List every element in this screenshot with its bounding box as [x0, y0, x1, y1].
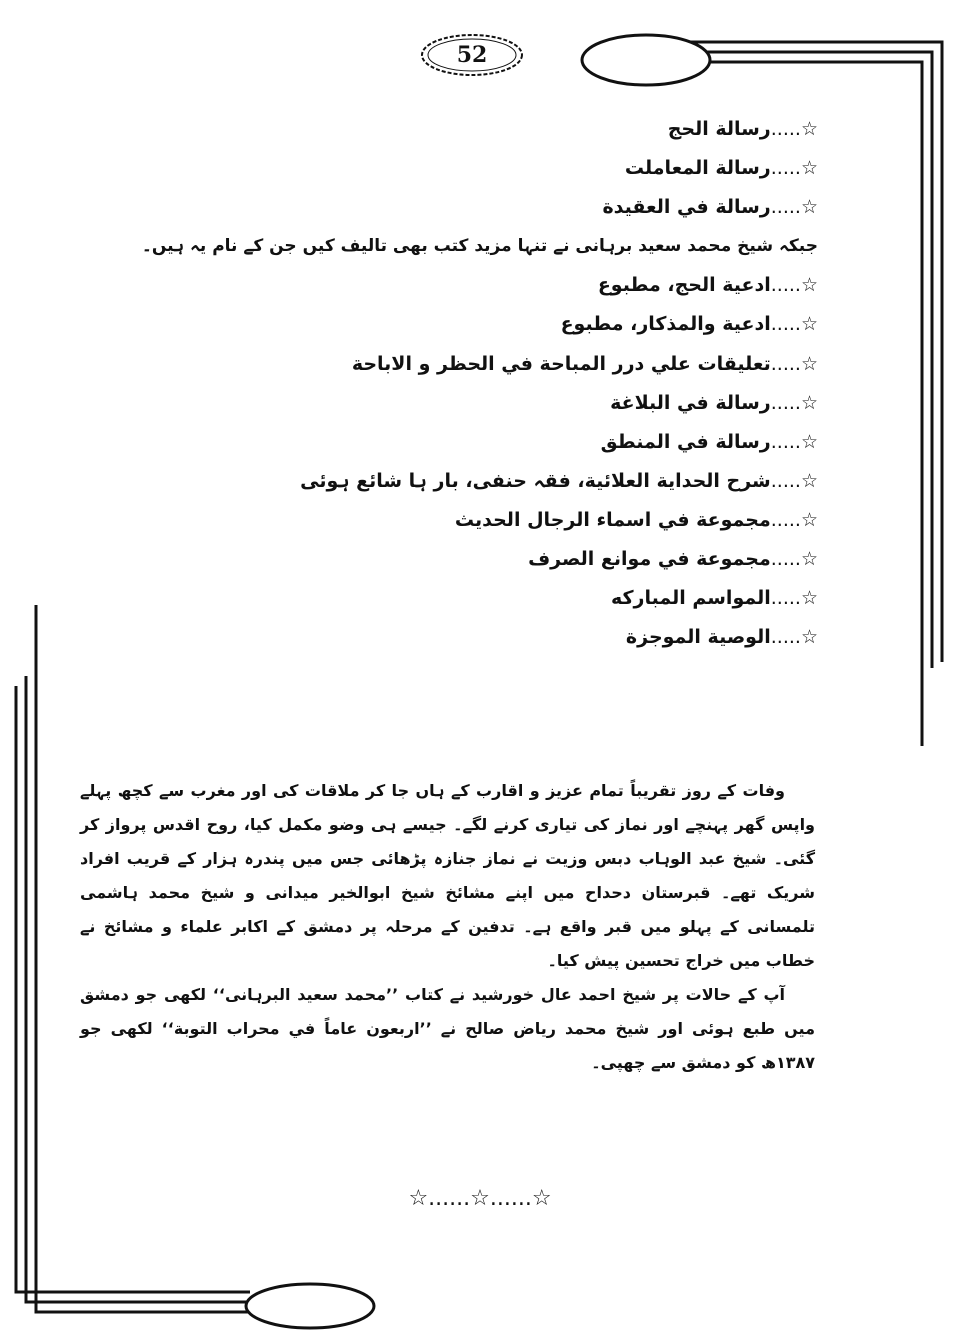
top-right-oval — [582, 35, 710, 85]
star-icon: ☆ — [800, 587, 818, 610]
list-item: ☆.....المواسم المباركه — [610, 587, 818, 610]
paragraph-death: وفات کے روز تقریباً تمام عزیز و اقارب کے ہاں جا کر ملاقات کی اور مغرب سے کچھ پہلے واپس گھر پہنچے اور نماز کی تیاری کرنے لگے۔ جیسے ہی وضو مکمل کیا، روح اقدس پرواز کر گئی۔ شیخ عبد الوہاب دبس وزیت نے نماز جنازہ پڑھائی جس میں پندرہ ہزار کے قریب افراد شریک تھے۔ قبرستان دحداح میں اپنے مشائخ شیخ ابوالخیر میدانی و شیخ محمد ہاشمی تلمسانی کے پہلو میں قبر واقع ہے۔ تدفین کے مرحلہ پر دمشق کے اکابر علماء و مشائخ نے خطاب میں خراج تحسین پیش کیا۔ — [80, 781, 815, 970]
list-item: ☆.....شرح الحداية العلائية، فقہ حنفی، بار ہا شائع ہوئی — [300, 469, 818, 492]
list-item: ☆.....الوصية الموجزة — [625, 626, 818, 649]
star-icon: ☆ — [800, 352, 818, 375]
star-icon: ☆ — [800, 274, 818, 297]
star-icon: ☆ — [800, 196, 818, 219]
star-icon: ☆ — [800, 313, 818, 336]
star-icon: ☆ — [800, 157, 818, 180]
bottom-left-oval — [246, 1284, 374, 1328]
star-icon: ☆ — [800, 626, 818, 649]
list-item: ☆.....مجموعة في اسماء الرجال الحديث — [454, 508, 818, 531]
list-note: جبکہ شیخ محمد سعید برہانی نے تنہا مزید کتب بھی تالیف کیں جن کے نام یہ ہیں۔ — [141, 236, 818, 257]
list-item: ☆.....رسالة في العقيدة — [602, 196, 818, 219]
list-item: ☆.....رسالة في المنطق — [600, 430, 818, 453]
star-icon: ☆ — [800, 118, 818, 140]
body-text — [80, 774, 815, 1080]
list-item: ☆.....رسالة في البلاغة — [610, 391, 818, 414]
star-icon: ☆ — [800, 508, 818, 531]
book-list — [128, 110, 818, 657]
list-item: ☆.....ادعية والمذكار، مطبوع — [560, 313, 818, 336]
star-icon: ☆ — [800, 469, 818, 492]
list-item: ☆.....ادعية الحج، مطبوع — [597, 274, 818, 297]
list-item: ☆.....رسالة المعاملت — [624, 157, 818, 180]
star-icon: ☆ — [800, 430, 818, 453]
page-number: 52 — [456, 42, 488, 68]
star-icon: ☆ — [800, 548, 818, 571]
paragraph-biographies: آپ کے حالات پر شیخ احمد عال خورشید نے کتاب ’’محمد سعید البرہانی‘‘ لکھی جو دمشق میں طبع ہوئی اور شیخ محمد ریاض صالح نے ’’اربعون عاماً في محراب التوبة‘‘ لکھی جو ۱۳۸۷ھ کو دمشق سے چھپی۔ — [80, 985, 815, 1072]
list-item: ☆.....رسالة الحج — [667, 118, 818, 140]
list-item: ☆.....مجموعة في موانع الصرف — [528, 548, 818, 571]
list-item: ☆.....تعليقات علي درر المباحة في الحظر و الاباحة — [351, 352, 818, 375]
star-icon: ☆ — [800, 391, 818, 414]
footer-stars-ornament: ☆......☆......☆ — [408, 1186, 552, 1211]
